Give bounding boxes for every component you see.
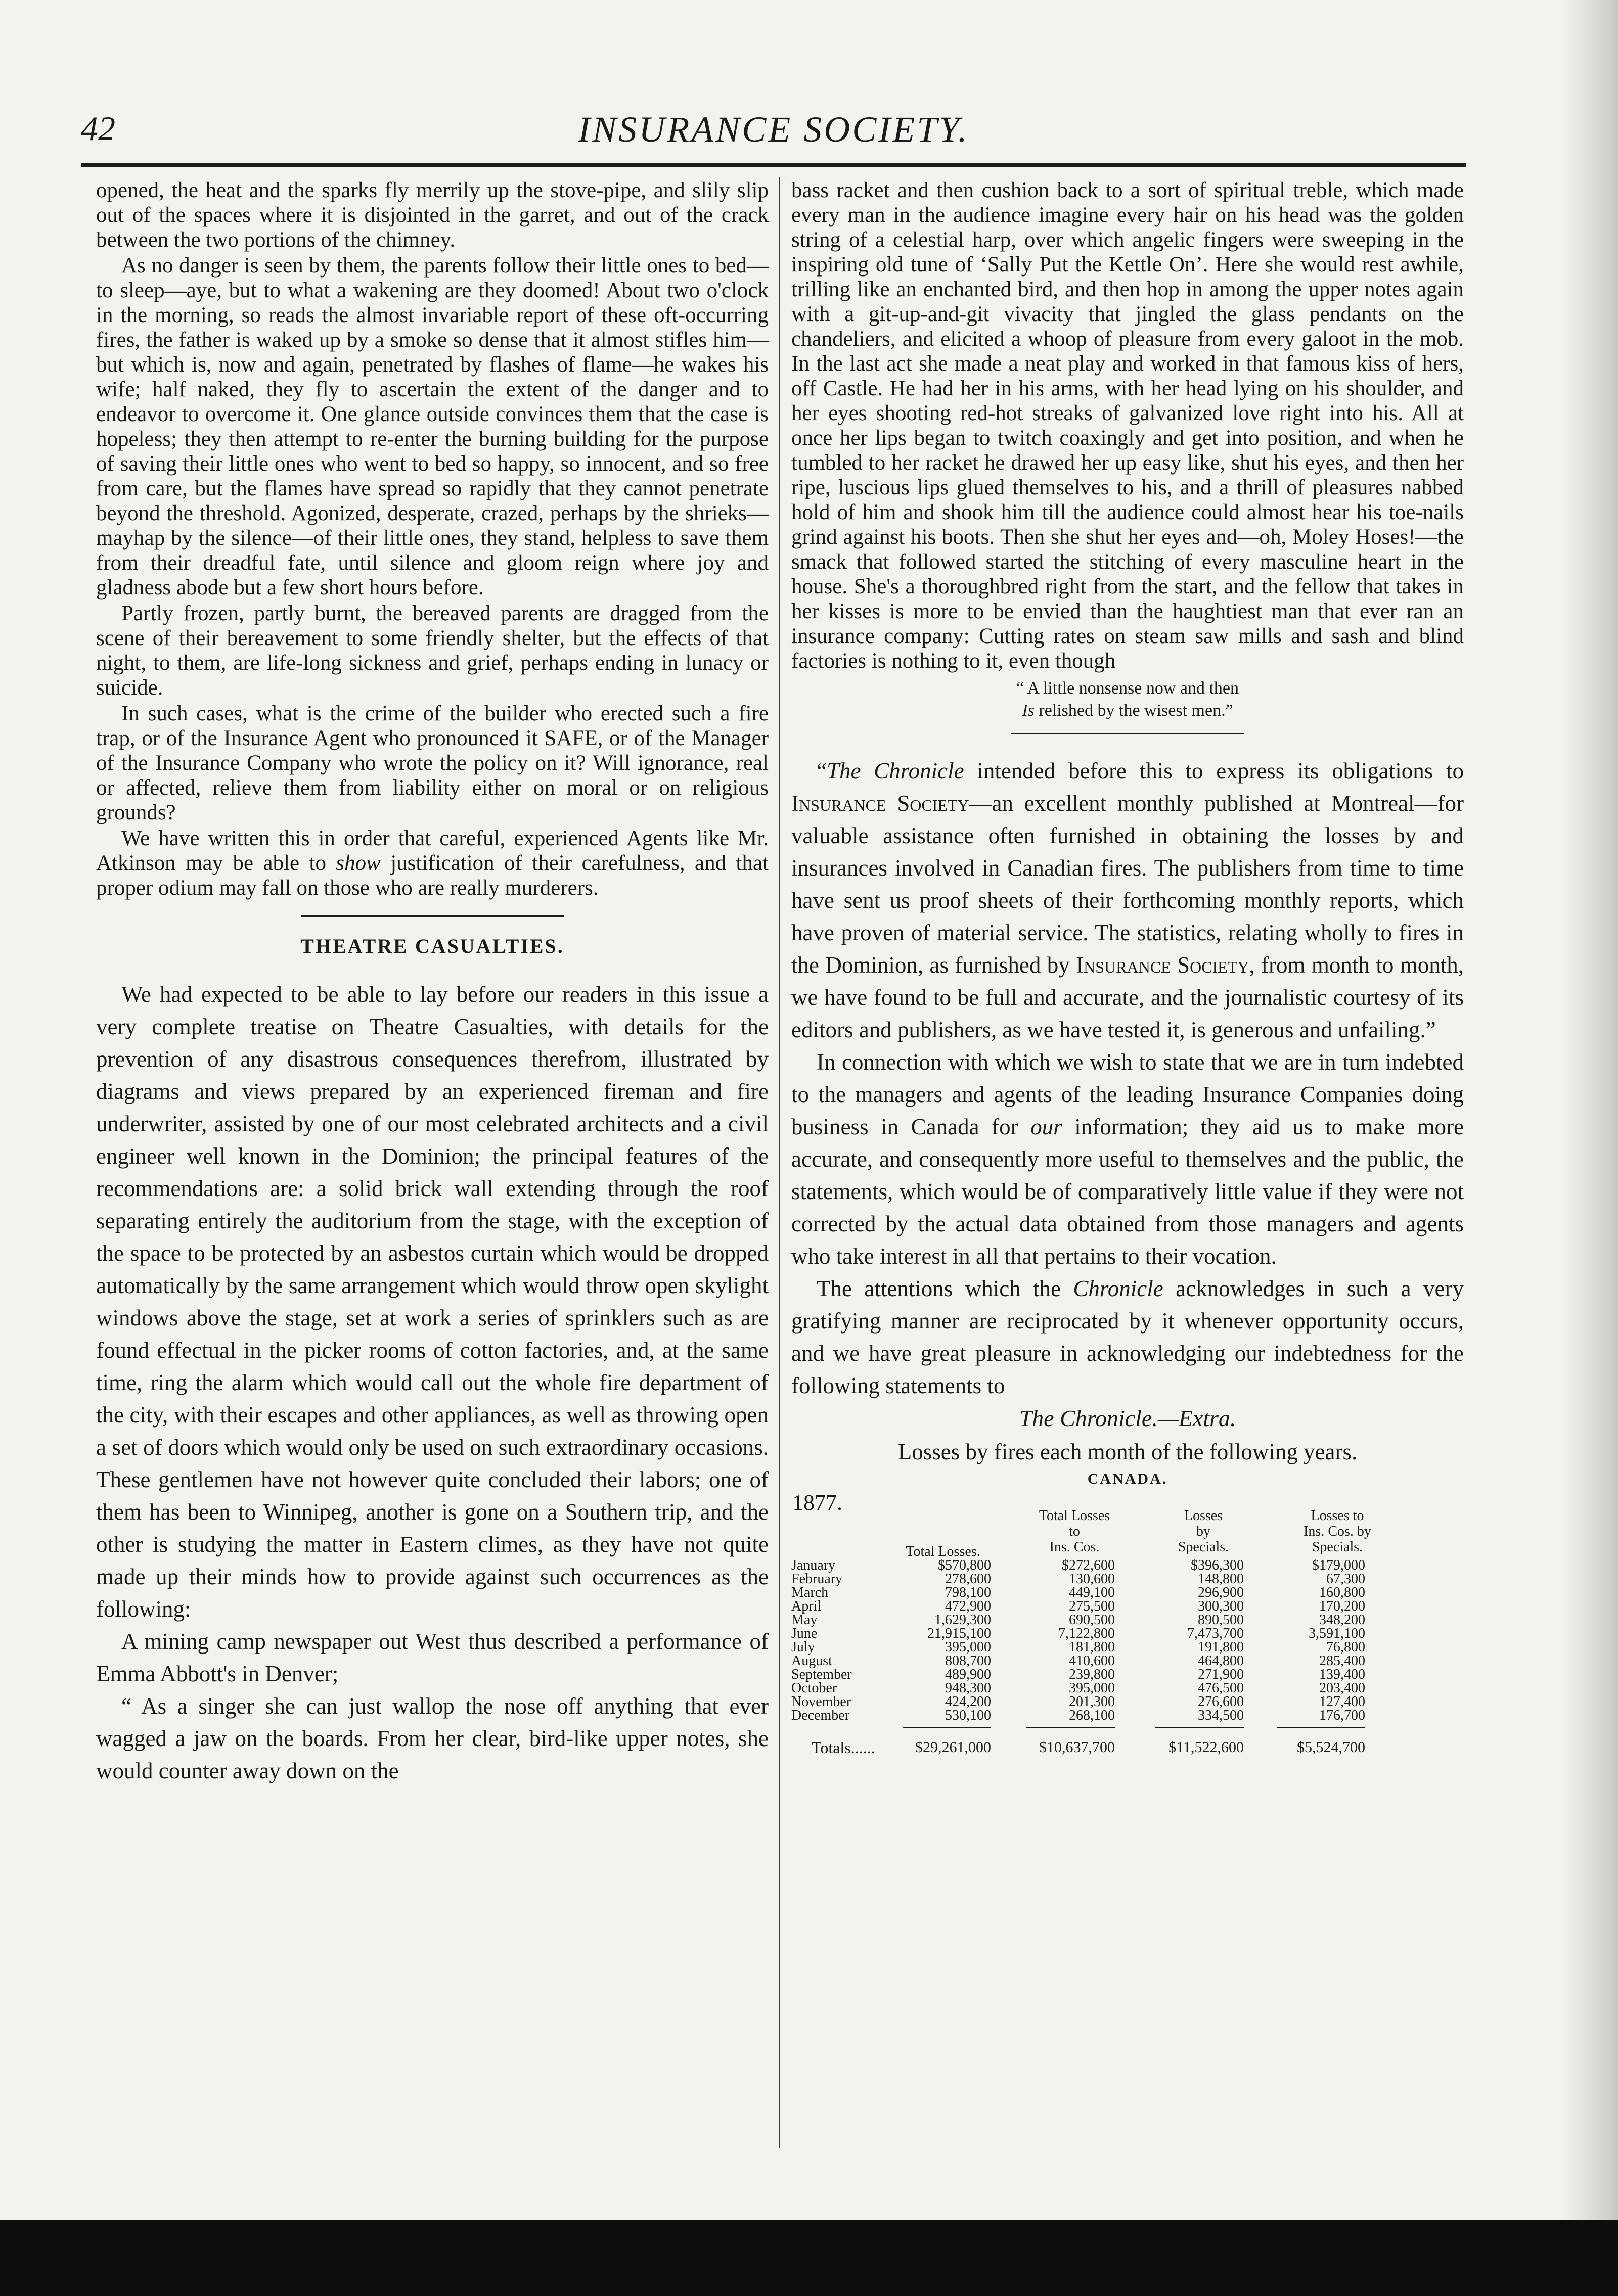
table-column-header (1138, 1508, 1269, 1555)
table-cell: 148,800 (1198, 1571, 1244, 1587)
table-row-label: June (791, 1626, 818, 1641)
losses-intro: Losses by fires each month of the following years. (897, 1439, 1358, 1464)
table-row-label: December (791, 1708, 850, 1723)
table-cell: 348,200 (1319, 1612, 1365, 1628)
journal-title: INSURANCE SOCIETY. (578, 109, 969, 150)
totals-rule (1277, 1727, 1365, 1728)
paragraph: “The Chronicle intended before this to express its obligations to Insurance Society—an excellent monthly published at Montreal—for valuable assistance often furnished in obtaining the losses by and insurances involved in Canadian fires. The publishers from time to time have sent us proof sheets of their forthcoming monthly reports, which have proven of material service. The statistics, relating wholly to fires in the Dominion, as furnished by Insurance Society, from month to month, we have found to be full and accurate, and the journalistic courtesy of its editors and publishers, as we have tested it, is generous and unfailing.” (791, 758, 1464, 1042)
table-cell: 268,100 (1069, 1708, 1115, 1723)
table-cell: 201,300 (1069, 1694, 1115, 1710)
table-cell: 276,600 (1198, 1694, 1244, 1710)
totals-rule (1155, 1727, 1244, 1728)
table-cell: 239,800 (1069, 1667, 1115, 1682)
table-cell: 76,800 (1326, 1639, 1365, 1655)
table-cell: 278,600 (945, 1571, 991, 1587)
table-column-header-line: Ins. Cos. (1049, 1539, 1100, 1555)
paragraph: A mining camp newspaper out West thus described a performance of Emma Abbott's in Denver; (96, 1629, 769, 1686)
paragraph: The attentions which the Chronicle acknowledges in such a very gratifying manner are reciprocated by it whenever opportunity occurs, and we have great pleasure in acknowledging our indebtedness for the following statements to (791, 1276, 1464, 1398)
table-cell: 472,900 (945, 1598, 991, 1614)
table-total-cell: $11,522,600 (1168, 1739, 1244, 1756)
table-cell: 300,300 (1198, 1598, 1244, 1614)
verse-quote (791, 677, 1464, 722)
table-cell: 127,400 (1319, 1694, 1365, 1710)
table-cell: $179,000 (1312, 1557, 1365, 1573)
table-cell: 67,300 (1326, 1571, 1365, 1587)
table-cell: $570,800 (938, 1557, 991, 1573)
table-row-label: May (791, 1612, 818, 1628)
table-cell: 285,400 (1319, 1653, 1365, 1669)
table-cell: 170,200 (1319, 1598, 1365, 1614)
table-row-label: October (791, 1680, 837, 1696)
table-cell: 890,500 (1198, 1612, 1244, 1628)
table-row-label: July (791, 1639, 815, 1655)
table-cell: 489,900 (945, 1667, 991, 1682)
table-cell: 7,473,700 (1187, 1626, 1244, 1641)
table-column-header-line: by (1196, 1524, 1210, 1539)
losses-table (791, 1488, 1464, 1771)
table-column-header-line: Specials. (1178, 1539, 1229, 1555)
table-cell: 275,500 (1069, 1598, 1115, 1614)
table-column-header-line: Losses to (1311, 1508, 1364, 1524)
paragraph: We had expected to be able to lay before our readers in this issue a very complete treatise on Theatre Casualties, with details for the prevention of any disastrous consequences therefrom, illustrated by diagrams and views prepared by an experienced fireman and fire underwriter, assisted by one of our most celebrated architects and a civil engineer well known in the Dominion; the principal features of the recommendations are: a solid brick wall extending through the roof separating entirely the auditorium from the stage, with the exception of the space to be protected by an asbestos curtain which would be dropped automatically by the same arrangement which would throw open skylight windows above the stage, set at work a series of sprinklers such as are found effectual in the picker rooms of cotton factories, and, at the same time, ring the alarm which would call out the whole fire department of the city, with their escapes and other appliances, as well as throwing open a set of doors which would only be used on such extraordinary occasions. These gentlemen have not however quite concluded their labors; one of them has been to Winnipeg, another is gone on a Southern trip, and the other is studying the matter in Eastern climes, as they have not quite made up their minds how to provide against such occurrences as the following: (96, 982, 769, 1622)
verse-line: “ A little nonsense now and then (1016, 679, 1239, 698)
table-cell: 7,122,800 (1058, 1626, 1115, 1641)
chronicle-extra-heading: The Chronicle.—Extra. (1019, 1405, 1236, 1431)
table-cell: 395,000 (945, 1639, 991, 1655)
table-year: 1877. (792, 1490, 842, 1515)
paragraph: “ As a singer she can just wallop the nose off anything that ever wagged a jaw on the boards. From her clear, bird-like upper notes, she would counter away down on the (96, 1693, 769, 1783)
table-cell: 530,100 (945, 1708, 991, 1723)
scan-edge-shadow (1562, 0, 1618, 2296)
table-column-header-line (877, 1528, 1009, 1544)
verse-line: Is relished by the wisest men.” (1022, 701, 1233, 720)
table-cell: 203,400 (1319, 1680, 1365, 1696)
totals-rule (1026, 1727, 1115, 1728)
table-row-label: August (791, 1653, 832, 1669)
table-cell: 1,629,300 (934, 1612, 991, 1628)
table-row-label: February (791, 1571, 843, 1587)
page-number: 42 (81, 109, 115, 148)
table-cell: 3,591,100 (1309, 1626, 1365, 1641)
table-cell: 139,400 (1319, 1667, 1365, 1682)
table-cell: 191,800 (1198, 1639, 1244, 1655)
table-column-header-line: Losses (1184, 1508, 1223, 1524)
table-cell: 808,700 (945, 1653, 991, 1669)
table-cell: $396,300 (1191, 1557, 1244, 1573)
table-cell: 21,915,100 (927, 1626, 991, 1641)
table-row-label: November (791, 1694, 851, 1710)
table-column-header-line: Total Losses (1039, 1508, 1110, 1524)
table-cell: 160,800 (1319, 1585, 1365, 1600)
table-column-header-line: Total Losses. (906, 1544, 980, 1559)
table-cell: 271,900 (1198, 1667, 1244, 1682)
header-rule (81, 163, 1466, 167)
table-cell: 476,500 (1198, 1680, 1244, 1696)
section-rule (1011, 733, 1244, 734)
paragraph: bass racket and then cushion back to a sort of spiritual treble, which made every man in the audience imagine every hair on his head was the golden string of a celestial harp, over which angelic fingers were sweeping in the inspiring old tune of ‘Sally Put the Kettle On’. Here she would rest awhile, trilling like an enchanted bird, and then hop in among the upper notes again with a git-up-and-git vivacity that jingled the glass pendants on the chandeliers, and elicited a whoop of pleasure from every galoot in the mob. In the last act she made a neat play and worked in that famous kiss of hers, off Castle. He had her in his arms, with her head lying on his shoulder, and her eyes shooting red-hot streaks of galvanized love right into his. All at once her lips began to twitch coaxingly and get into position, and when he tumbled to her racket he drawed her up easy like, shut his eyes, and then her ripe, luscious lips glued themselves to his, and a thrill of pleasures nabbed hold of him and shook him till the audience could almost hear his toe-nails grind against his boots. Then she shut her eyes and—oh, Moley Hoses!—the smack that followed started the stitching of every masculine heart in the house. She's a thoroughbred right from the start, and the fellow that takes in her kisses is more to be envied than the haughtiest man that ever ran an insurance company: Cutting rates on steam saw mills and sash and blind factories is nothing to it, even though (791, 178, 1464, 673)
left-column (96, 178, 769, 1787)
totals-rule (903, 1727, 991, 1728)
paragraph: We have written this in order that careful, experienced Agents like Mr. Atkinson may be able to show justification of their carefulness, and that proper odium may fall on those who are really murderers. (96, 826, 769, 900)
table-total-cell: $29,261,000 (915, 1739, 991, 1756)
paragraph: In connection with which we wish to state that we are in turn indebted to the managers and agents of the leading Insurance Companies doing business in Canada for our information; they aid us to make more accurate, and consequently more useful to themselves and the public, the statements, which would be of comparatively little value if they were not corrected by the actual data obtained from those managers and agents who take interest in all that pertains to their vocation. (791, 1049, 1464, 1269)
table-cell: 296,900 (1198, 1585, 1244, 1600)
paragraph: Partly frozen, partly burnt, the bereaved parents are dragged from the scene of their bereavement to some friendly shelter, but the effects of that night, to them, are life-long sickness and grief, perhaps ending in lunacy or suicide. (96, 602, 769, 700)
table-column-header-line: to (1069, 1524, 1080, 1539)
section-heading: THEATRE CASUALTIES. (300, 935, 564, 957)
table-column-header (877, 1528, 1009, 1559)
table-cell: 395,000 (1069, 1680, 1115, 1696)
table-cell: 176,700 (1319, 1708, 1365, 1723)
column-divider (779, 177, 780, 2148)
table-cell: 690,500 (1069, 1612, 1115, 1628)
table-row-label: January (791, 1557, 836, 1573)
table-column-header-line: Ins. Cos. by (1304, 1524, 1371, 1539)
table-cell: $272,600 (1062, 1557, 1115, 1573)
table-cell: 948,300 (945, 1680, 991, 1696)
section-rule (301, 915, 564, 917)
table-cell: 410,600 (1069, 1653, 1115, 1669)
table-row-label: March (791, 1585, 829, 1600)
table-cell: 449,100 (1069, 1585, 1115, 1600)
totals-label: Totals...... (812, 1738, 875, 1757)
paragraph: In such cases, what is the crime of the builder who erected such a fire trap, or of the Insurance Agent who pronounced it SAFE, or of the Manager of the Insurance Company who wrote the policy on it? Will ignorance, real or affected, relieve them from liability either on moral or on religious grounds? (96, 702, 769, 824)
table-column-header-line: Specials. (1312, 1539, 1363, 1555)
right-column (791, 178, 1464, 1771)
table-cell: 464,800 (1198, 1653, 1244, 1669)
table-cell: 181,800 (1069, 1639, 1115, 1655)
paragraph: As no danger is seen by them, the parents follow their little ones to bed—to sleep—aye, but to what a wakening are they doomed! About two o'clock in the morning, so reads the almost invariable report of these oft-occurring fires, the father is waked up by a smoke so dense that it almost stifles him—but which is, now and again, penetrated by flashes of flame—he wakes his wife; half naked, they fly to ascertain the extent of the danger and to endeavor to overcome it. One glance outside convinces them that the case is hopeless; they then attempt to re-enter the burning building for the purpose of saving their little ones who went to bed so happy, so innocent, and so free from care, but the flames have spread so rapidly that they cannot penetrate beyond the threshold. Agonized, desperate, crazed, perhaps by the shrieks—mayhap by the silence—of their little ones, they stand, helpless to save them from their dreadful fate, until silence and gloom reign where joy and gladness abode but a few short hours before. (96, 254, 769, 600)
table-row-label: April (791, 1598, 822, 1614)
table-total-cell: $10,637,700 (1039, 1739, 1115, 1756)
table-cell: 798,100 (945, 1585, 991, 1600)
scan-border (0, 2220, 1618, 2296)
table-total-cell: $5,524,700 (1297, 1739, 1365, 1756)
table-row-label: September (791, 1667, 852, 1682)
running-head (81, 109, 1466, 154)
table-column-header (1009, 1508, 1140, 1555)
table-column-header (1272, 1508, 1403, 1555)
table-cell: 334,500 (1198, 1708, 1244, 1723)
table-cell: 130,600 (1069, 1571, 1115, 1587)
paragraph: opened, the heat and the sparks fly merrily up the stove-pipe, and slily slip out of the spaces where it is disjointed in the garret, and out of the crack between the two portions of the chimney. (96, 178, 769, 252)
table-caption: CANADA. (1087, 1471, 1168, 1487)
table-cell: 424,200 (945, 1694, 991, 1710)
